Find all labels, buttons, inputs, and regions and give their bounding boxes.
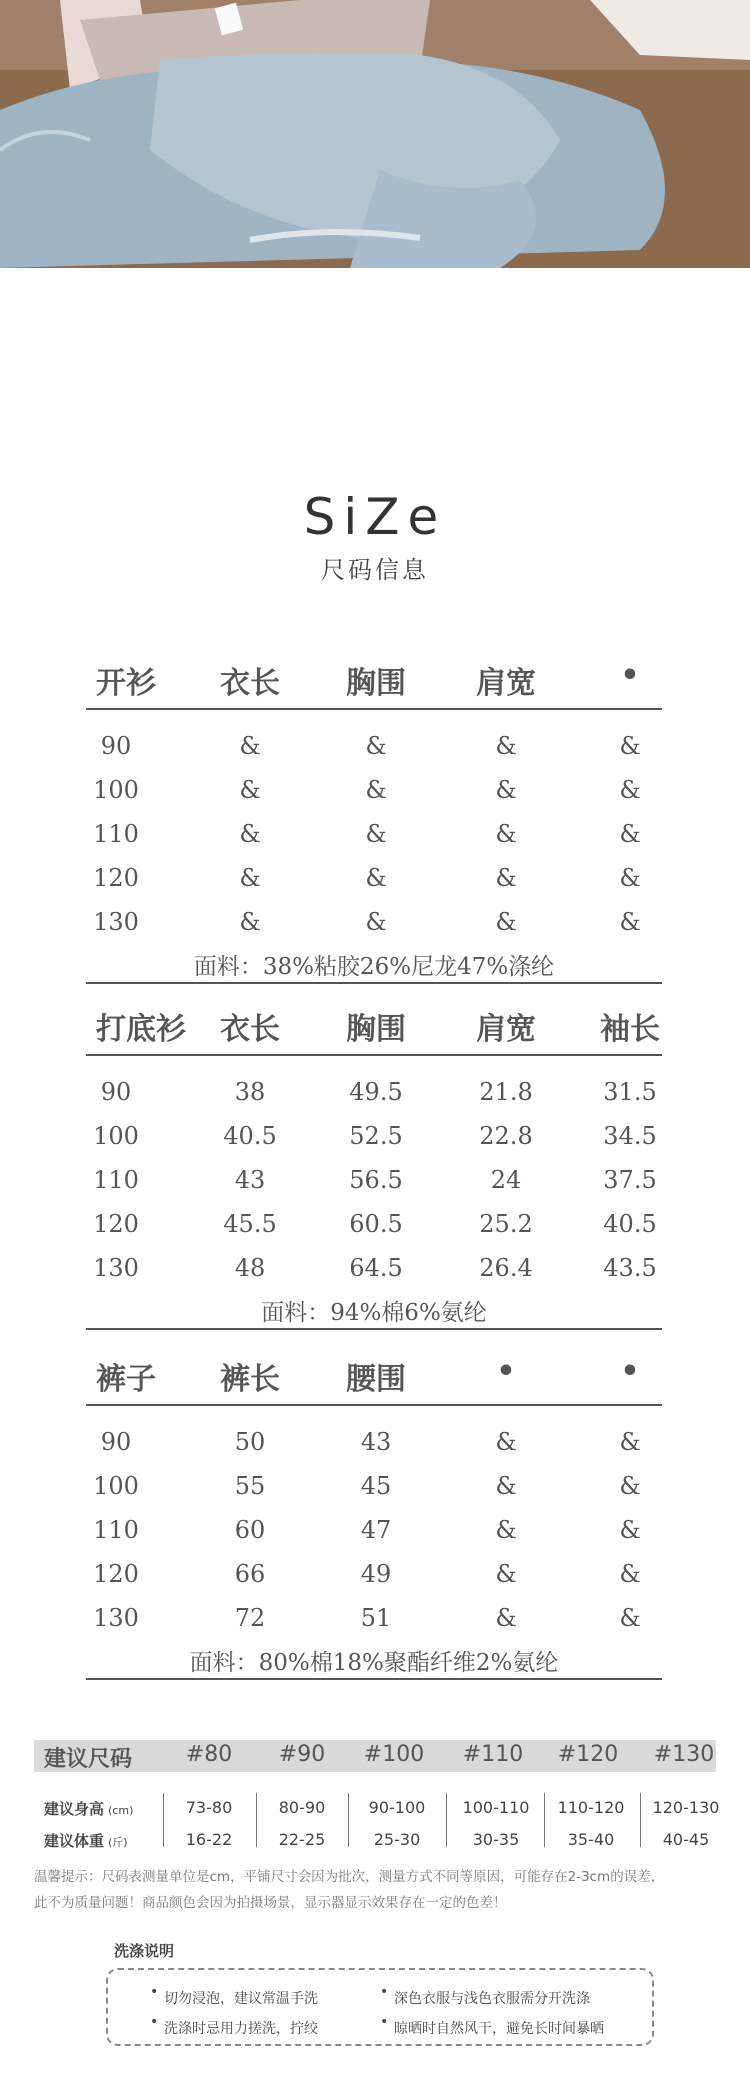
page-subtitle: 尺码信息 (321, 556, 429, 584)
fabric-text: 面料：80%棉18%聚酯纤维2%氨纶 (189, 1650, 559, 1676)
cell: 49 (360, 1560, 392, 1588)
height-value: 80-90 (278, 1798, 326, 1817)
table-row (86, 768, 662, 812)
cell: 52.5 (349, 1122, 403, 1150)
table-row (86, 812, 662, 856)
cell: 26.4 (479, 1254, 533, 1282)
cell: & (495, 864, 517, 892)
header-cell: 开衫 (96, 666, 156, 701)
cell: 47 (360, 1516, 392, 1544)
size-table-base-shirt (86, 998, 662, 1330)
weight-value: 25-30 (373, 1830, 421, 1849)
divider (446, 1793, 447, 1847)
cell: & (495, 1604, 517, 1632)
header-cell: 胸围 (346, 666, 406, 701)
size-tag: #130 (653, 1742, 715, 1767)
header-cell: 裤长 (220, 1362, 280, 1397)
cell: 90 (100, 1078, 132, 1106)
cell: 31.5 (603, 1078, 657, 1106)
wash-item: • 深色衣服与浅色衣服需分开洗涤 (394, 1988, 590, 2008)
cell: 21.8 (479, 1078, 533, 1106)
cell: 60 (234, 1516, 266, 1544)
header-cell: 打底衫 (96, 1012, 186, 1047)
cell: 25.2 (479, 1210, 533, 1238)
cell: 48 (234, 1254, 266, 1282)
cell: & (495, 908, 517, 936)
height-value: 100-110 (462, 1798, 530, 1817)
cell: 45.5 (223, 1210, 277, 1238)
cell: 50 (234, 1428, 266, 1456)
cell: 38 (234, 1078, 266, 1106)
cell: & (495, 776, 517, 804)
cell: 66 (234, 1560, 266, 1588)
wash-instructions (106, 1968, 654, 2046)
cell: & (619, 732, 641, 760)
cell: & (239, 864, 261, 892)
header-cell: 袖长 (600, 1012, 660, 1047)
cell: 45 (360, 1472, 392, 1500)
weight-row (34, 1822, 716, 1854)
divider (544, 1793, 545, 1847)
cell: 90 (100, 732, 132, 760)
wash-item: • 切勿浸泡，建议常温手洗 (164, 1988, 318, 2008)
cell: 60.5 (349, 1210, 403, 1238)
table-row (86, 1202, 662, 1246)
cell: 120 (93, 1560, 139, 1588)
table-header (86, 652, 662, 710)
table-row (86, 1114, 662, 1158)
cell: 120 (93, 1210, 139, 1238)
product-photo (0, 0, 750, 268)
cell: & (365, 820, 387, 848)
cell: & (365, 864, 387, 892)
cell: 22.8 (479, 1122, 533, 1150)
height-value: 120-130 (652, 1798, 720, 1817)
header-cell: 胸围 (346, 1012, 406, 1047)
weight-label: 建议体重 (斤) (44, 1832, 128, 1850)
header-cell: 衣长 (220, 666, 280, 701)
divider (163, 1793, 164, 1847)
cell: 72 (234, 1604, 266, 1632)
table-row (86, 1508, 662, 1552)
suggested-size-header (34, 1740, 716, 1772)
table-row (86, 724, 662, 768)
size-tips (34, 1864, 724, 1916)
fabric-text: 面料：94%棉6%氨纶 (261, 1300, 487, 1326)
cell: & (495, 732, 517, 760)
height-label: 建议身高 (cm) (44, 1800, 134, 1818)
header-cell: 肩宽 (476, 1012, 536, 1047)
cell: & (239, 820, 261, 848)
tip-line: 温馨提示：尺码表测量单位是cm，平铺尺寸会因为批次，测量方式不同等原因，可能存在2-3cm的误差， (34, 1869, 665, 1885)
cell: & (495, 1428, 517, 1456)
cell: & (495, 820, 517, 848)
cell: 110 (93, 1166, 139, 1194)
weight-value: 40-45 (662, 1830, 710, 1849)
size-tag: #80 (185, 1742, 233, 1767)
size-tag: #100 (363, 1742, 425, 1767)
cell: & (495, 1560, 517, 1588)
weight-value: 22-25 (278, 1830, 326, 1849)
weight-value: 16-22 (185, 1830, 233, 1849)
cell: 51 (360, 1604, 392, 1632)
header-cell: • (620, 1354, 640, 1389)
cell: 130 (93, 1254, 139, 1282)
table-header (86, 1348, 662, 1406)
table-header (86, 998, 662, 1056)
table-row (86, 1070, 662, 1114)
size-table-pants (86, 1348, 662, 1680)
table-row (86, 900, 662, 944)
table-row (86, 1464, 662, 1508)
fabric-info (86, 944, 662, 984)
height-value: 90-100 (368, 1798, 426, 1817)
table-row (86, 1552, 662, 1596)
wash-title: 洗涤说明 (114, 1942, 175, 1960)
size-table-cardigan (86, 652, 662, 984)
cell: 90 (100, 1428, 132, 1456)
header-cell: 腰围 (346, 1362, 406, 1397)
page-title: SiZe (303, 488, 447, 546)
cell: 43 (360, 1428, 392, 1456)
weight-value: 35-40 (567, 1830, 615, 1849)
cell: & (239, 908, 261, 936)
cell: & (365, 732, 387, 760)
cell: & (495, 1516, 517, 1544)
divider (640, 1793, 641, 1847)
fabric-info (86, 1640, 662, 1680)
table-row (86, 1420, 662, 1464)
cell: 40.5 (603, 1210, 657, 1238)
cell: 34.5 (603, 1122, 657, 1150)
cell: & (239, 776, 261, 804)
cell: 24 (490, 1166, 522, 1194)
tip-line: 此不为质量问题！商品颜色会因为拍摄场景，显示器显示效果存在一定的色差！ (34, 1895, 507, 1911)
weight-value: 30-35 (472, 1830, 520, 1849)
cell: & (619, 908, 641, 936)
size-tag: #110 (462, 1742, 524, 1767)
header-cell: • (620, 658, 640, 693)
table-row (86, 1596, 662, 1640)
cell: & (239, 732, 261, 760)
height-value: 73-80 (185, 1798, 233, 1817)
header-cell: 裤子 (96, 1362, 156, 1397)
cell: 100 (93, 776, 139, 804)
divider (256, 1793, 257, 1847)
cell: 43 (234, 1166, 266, 1194)
cell: 64.5 (349, 1254, 403, 1282)
cell: & (495, 1472, 517, 1500)
cell: & (619, 1428, 641, 1456)
cell: 130 (93, 908, 139, 936)
header-cell: 肩宽 (476, 666, 536, 701)
height-value: 110-120 (557, 1798, 625, 1817)
table-row (86, 856, 662, 900)
wash-item: • 洗涤时忌用力搓洗，拧绞 (164, 2018, 318, 2038)
cell: 37.5 (603, 1166, 657, 1194)
cell: & (619, 820, 641, 848)
cell: & (619, 1560, 641, 1588)
cell: & (619, 1604, 641, 1632)
suggested-size-label: 建议尺码 (44, 1747, 133, 1772)
size-tag: #90 (278, 1742, 326, 1767)
cell: 55 (234, 1472, 266, 1500)
table-row (86, 1246, 662, 1290)
header-cell: 衣长 (220, 1012, 280, 1047)
cell: & (619, 1516, 641, 1544)
cell: & (619, 1472, 641, 1500)
cell: 49.5 (349, 1078, 403, 1106)
cell: 130 (93, 1604, 139, 1632)
cell: 56.5 (349, 1166, 403, 1194)
cell: 110 (93, 1516, 139, 1544)
size-tag: #120 (557, 1742, 619, 1767)
cell: 43.5 (603, 1254, 657, 1282)
divider (348, 1793, 349, 1847)
cell: & (365, 776, 387, 804)
height-row (34, 1790, 720, 1822)
fabric-text: 面料：38%粘胶26%尼龙47%涤纶 (193, 954, 555, 980)
fabric-info (86, 1290, 662, 1330)
cell: 40.5 (223, 1122, 277, 1150)
cell: & (619, 864, 641, 892)
table-row (86, 1158, 662, 1202)
cell: 100 (93, 1472, 139, 1500)
cell: & (365, 908, 387, 936)
cell: 120 (93, 864, 139, 892)
cell: & (619, 776, 641, 804)
header-cell: • (496, 1354, 516, 1389)
cell: 110 (93, 820, 139, 848)
wash-item: • 晾晒时自然风干，避免长时间暴晒 (394, 2018, 604, 2038)
cell: 100 (93, 1122, 139, 1150)
suggested-size-table (34, 1740, 720, 1854)
